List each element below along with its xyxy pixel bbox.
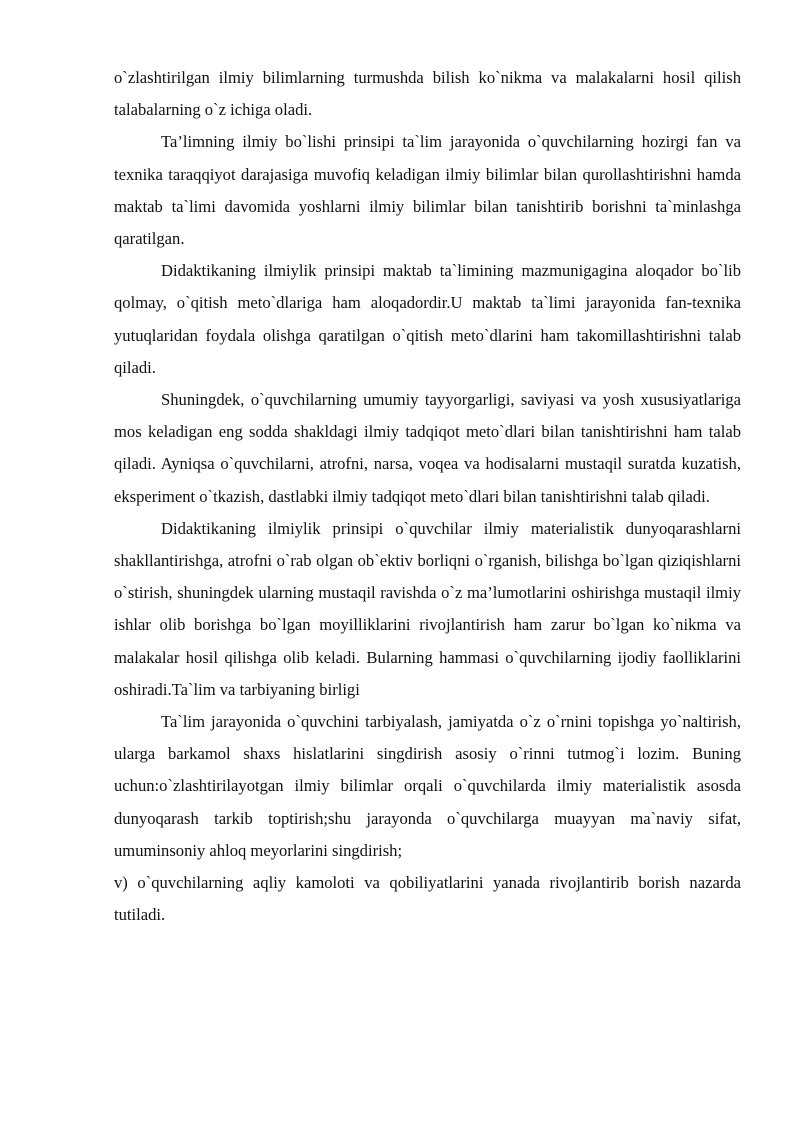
paragraph-2: Ta’limning ilmiy bo`lishi prinsipi ta`lim jarayonida o`quvchilarning hozirgi fan va texnika taraqqiyot darajasiga muvofiq keladigan ilmiy bilimlar bilan qurollashtirishni hamda maktab ta`limi davomida yoshlarni ilmiy bilimlar bilan tanishtirib borishni ta`minlashga qaratilgan. <box>114 132 741 249</box>
paragraph-1: o`zlashtirilgan ilmiy bilimlarning turmushda bilish ko`nikma va malakalarni hosil qilish talabalarning o`z ichiga oladi. <box>114 68 741 120</box>
paragraph-4: Shuningdek, o`quvchilarning umumiy tayyorgarligi, saviyasi va yosh xususiyatlariga mos keladigan eng sodda shakldagi ilmiy tadqiqot meto`dlari bilan tanishtirishni ham talab qiladi. Ayniqsa o`quvchilarni, atrofni, narsa, voqea va hodisalarni mustaqil suratda kuzatish, eksperiment o`tkazish, dastlabki ilmiy tadqiqot meto`dlari bilan tanishtirishni talab qiladi. <box>114 390 741 506</box>
paragraph-6: Ta`lim jarayonida o`quvchini tarbiyalash, jamiyatda o`z o`rnini topishga yo`naltirish, ularga barkamol shaxs hislatlarini singdirish asosiy o`rinni tutmog`i lozim. Buning uchun:o`zlashtirilayotgan ilmiy bilimlar orqali o`quvchilarda ilmiy materialistik asosda dunyoqarash tarkib toptirish;shu jarayonda o`quvchilarga muayyan ma`naviy sifat, umuminsoniy ahloq meyorlarini singdirish; <box>114 712 741 860</box>
paragraph-7: v) o`quvchilarning aqliy kamoloti va qobiliyatlarini yanada rivojlantirib borish nazarda tutiladi. <box>114 873 741 925</box>
paragraph-3: Didaktikaning ilmiylik prinsipi maktab ta`limining mazmunigagina aloqador bo`lib qolmay, o`qitish meto`dlariga ham aloqadordir.U maktab ta`limi jarayonida fan-texnika yutuqlaridan foydala olishga qaratilgan o`qitish meto`dlarini ham takomillashtirishni talab qiladi. <box>114 261 741 377</box>
document-page <box>114 62 741 931</box>
paragraph-5: Didaktikaning ilmiylik prinsipi o`quvchilar ilmiy materialistik dunyoqarashlarni shakllantirishga, atrofni o`rab olgan ob`ektiv borliqni o`rganish, bilishga bo`lgan qiziqishlarni o`stirish, shuningdek ularning mustaqil ravishda o`z ma’lumotlarini oshirishga mustaqil ilmiy ishlar olib borishga bo`lgan moyilliklarini rivojlantirish ham zarur bo`lgan ko`nikma va malakalar hosil qilishga olib keladi. Bularning hammasi o`quvchilarning ijodiy faolliklarini oshiradi.Ta`lim va tarbiyaning birligi <box>114 518 741 699</box>
